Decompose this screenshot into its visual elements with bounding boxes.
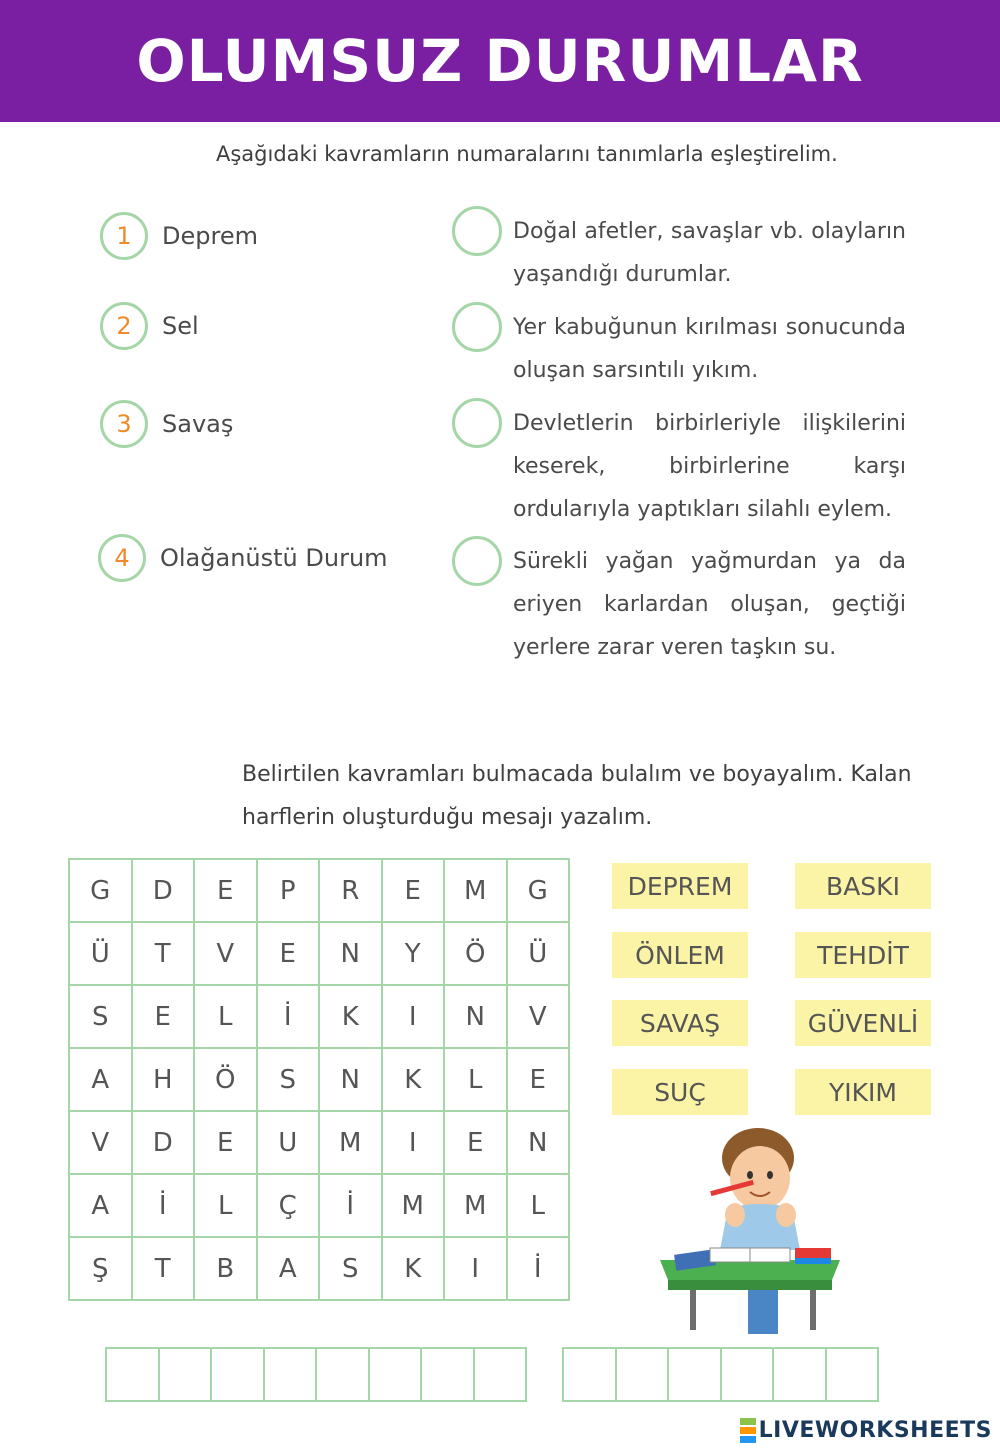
answer-letter-box[interactable] (669, 1349, 722, 1402)
answer-circle-4[interactable] (452, 536, 502, 586)
word-search-grid (68, 858, 570, 1301)
answer-circle-3[interactable] (452, 398, 502, 448)
puzzle-instruction-line2: harflerin oluşturduğu mesajı yazalım. (242, 805, 653, 830)
grid-cell[interactable]: I (445, 1238, 508, 1301)
word-tag: YIKIM (795, 1069, 931, 1115)
answer-letter-box[interactable] (160, 1349, 213, 1402)
grid-cell[interactable]: V (508, 986, 571, 1049)
grid-cell[interactable]: B (195, 1238, 258, 1301)
grid-cell[interactable]: A (70, 1049, 133, 1112)
grid-cell[interactable]: L (445, 1049, 508, 1112)
grid-cell[interactable]: S (258, 1049, 321, 1112)
grid-cell[interactable]: Ü (70, 923, 133, 986)
grid-cell[interactable]: İ (133, 1175, 196, 1238)
answer-letter-box[interactable] (212, 1349, 265, 1402)
concept-number: 1 (100, 212, 148, 260)
grid-cell[interactable]: D (133, 860, 196, 923)
concept-2 (100, 300, 199, 352)
answer-letter-box[interactable] (722, 1349, 775, 1402)
concept-label: Deprem (162, 222, 258, 250)
word-tag: BASKI (795, 863, 931, 909)
grid-cell[interactable]: E (195, 860, 258, 923)
grid-cell[interactable]: T (133, 1238, 196, 1301)
matching-instruction: Aşağıdaki kavramların numaralarını tanımlarla eşleştirelim. (216, 142, 838, 166)
grid-cell[interactable]: V (195, 923, 258, 986)
grid-cell[interactable]: E (195, 1112, 258, 1175)
grid-cell[interactable]: U (258, 1112, 321, 1175)
word-tag: ÖNLEM (612, 932, 748, 978)
answer-word-2 (562, 1347, 879, 1402)
answer-circle-1[interactable] (452, 206, 502, 256)
grid-cell[interactable]: N (445, 986, 508, 1049)
grid-cell[interactable]: Ç (258, 1175, 321, 1238)
logo-icon (740, 1417, 756, 1444)
grid-cell[interactable]: Y (383, 923, 446, 986)
grid-cell[interactable]: P (258, 860, 321, 923)
grid-cell[interactable]: G (508, 860, 571, 923)
grid-cell[interactable]: İ (258, 986, 321, 1049)
concept-number: 4 (98, 534, 146, 582)
definition-4: Sürekli yağan yağmurdan ya da eriyen karlardan oluşan, geçtiği yerlere zarar veren taşkın su. (513, 549, 906, 660)
concept-label: Savaş (162, 410, 234, 438)
grid-cell[interactable]: E (258, 923, 321, 986)
word-tag: TEHDİT (795, 932, 931, 978)
concept-label: Olağanüstü Durum (160, 544, 388, 572)
concept-number: 2 (100, 302, 148, 350)
definition-3: Devletlerin birbirleriyle ilişkilerini keserek, birbirlerine karşı ordularıyla yaptıkları silahlı eylem. (513, 411, 906, 522)
grid-cell[interactable]: N (508, 1112, 571, 1175)
answer-letter-box[interactable] (422, 1349, 475, 1402)
grid-cell[interactable]: İ (508, 1238, 571, 1301)
concept-4 (98, 532, 388, 584)
concept-1 (100, 210, 258, 262)
concept-label: Sel (162, 312, 199, 340)
grid-cell[interactable]: N (320, 1049, 383, 1112)
grid-cell[interactable]: Ş (70, 1238, 133, 1301)
grid-cell[interactable]: L (195, 1175, 258, 1238)
grid-cell[interactable]: E (445, 1112, 508, 1175)
grid-cell[interactable]: M (445, 1175, 508, 1238)
grid-cell[interactable]: E (133, 986, 196, 1049)
grid-cell[interactable]: M (383, 1175, 446, 1238)
word-tag: DEPREM (612, 863, 748, 909)
answer-letter-box[interactable] (265, 1349, 318, 1402)
concept-number: 3 (100, 400, 148, 448)
grid-cell[interactable]: Ö (195, 1049, 258, 1112)
header-banner (0, 0, 1000, 122)
grid-cell[interactable]: T (133, 923, 196, 986)
grid-cell[interactable]: L (195, 986, 258, 1049)
grid-cell[interactable]: İ (320, 1175, 383, 1238)
answer-letter-box[interactable] (617, 1349, 670, 1402)
grid-cell[interactable]: V (70, 1112, 133, 1175)
word-tag: GÜVENLİ (795, 1000, 931, 1046)
grid-cell[interactable]: M (445, 860, 508, 923)
grid-cell[interactable]: S (320, 1238, 383, 1301)
answer-letter-box[interactable] (827, 1349, 880, 1402)
grid-cell[interactable]: G (70, 860, 133, 923)
grid-cell[interactable]: I (383, 986, 446, 1049)
grid-cell[interactable]: L (508, 1175, 571, 1238)
student-illustration (650, 1120, 850, 1335)
answer-letter-box[interactable] (370, 1349, 423, 1402)
word-tag: SAVAŞ (612, 1000, 748, 1046)
grid-cell[interactable]: K (383, 1049, 446, 1112)
grid-cell[interactable]: S (70, 986, 133, 1049)
grid-cell[interactable]: N (320, 923, 383, 986)
puzzle-instruction (242, 753, 912, 839)
grid-cell[interactable]: I (383, 1112, 446, 1175)
puzzle-instruction-line1: Belirtilen kavramları bulmacada bulalım ve boyayalım. Kalan (242, 762, 912, 787)
answer-letter-box[interactable] (317, 1349, 370, 1402)
grid-cell[interactable]: H (133, 1049, 196, 1112)
definition-2: Yer kabuğunun kırılması sonucunda oluşan sarsıntılı yıkım. (513, 315, 906, 383)
concept-3 (100, 398, 233, 450)
grid-cell[interactable]: K (320, 986, 383, 1049)
grid-cell[interactable]: K (383, 1238, 446, 1301)
answer-circle-2[interactable] (452, 302, 502, 352)
liveworksheets-logo (740, 1417, 992, 1444)
grid-cell[interactable]: Ö (445, 923, 508, 986)
answer-word-1 (105, 1347, 527, 1402)
logo-text: LIVEWORKSHEETS (758, 1418, 992, 1443)
page-title: OLUMSUZ DURUMLAR (136, 27, 864, 95)
grid-cell[interactable]: M (320, 1112, 383, 1175)
grid-cell[interactable]: R (320, 860, 383, 923)
answer-letter-box[interactable] (475, 1349, 528, 1402)
grid-cell[interactable]: E (383, 860, 446, 923)
definition-1: Doğal afetler, savaşlar vb. olayların yaşandığı durumlar. (513, 219, 906, 287)
grid-cell[interactable]: D (133, 1112, 196, 1175)
grid-cell[interactable]: E (508, 1049, 571, 1112)
answer-letter-box[interactable] (774, 1349, 827, 1402)
word-tag: SUÇ (612, 1069, 748, 1115)
grid-cell[interactable]: Ü (508, 923, 571, 986)
grid-cell[interactable]: A (258, 1238, 321, 1301)
grid-cell[interactable]: A (70, 1175, 133, 1238)
answer-letter-box[interactable] (107, 1349, 160, 1402)
answer-letter-box[interactable] (564, 1349, 617, 1402)
